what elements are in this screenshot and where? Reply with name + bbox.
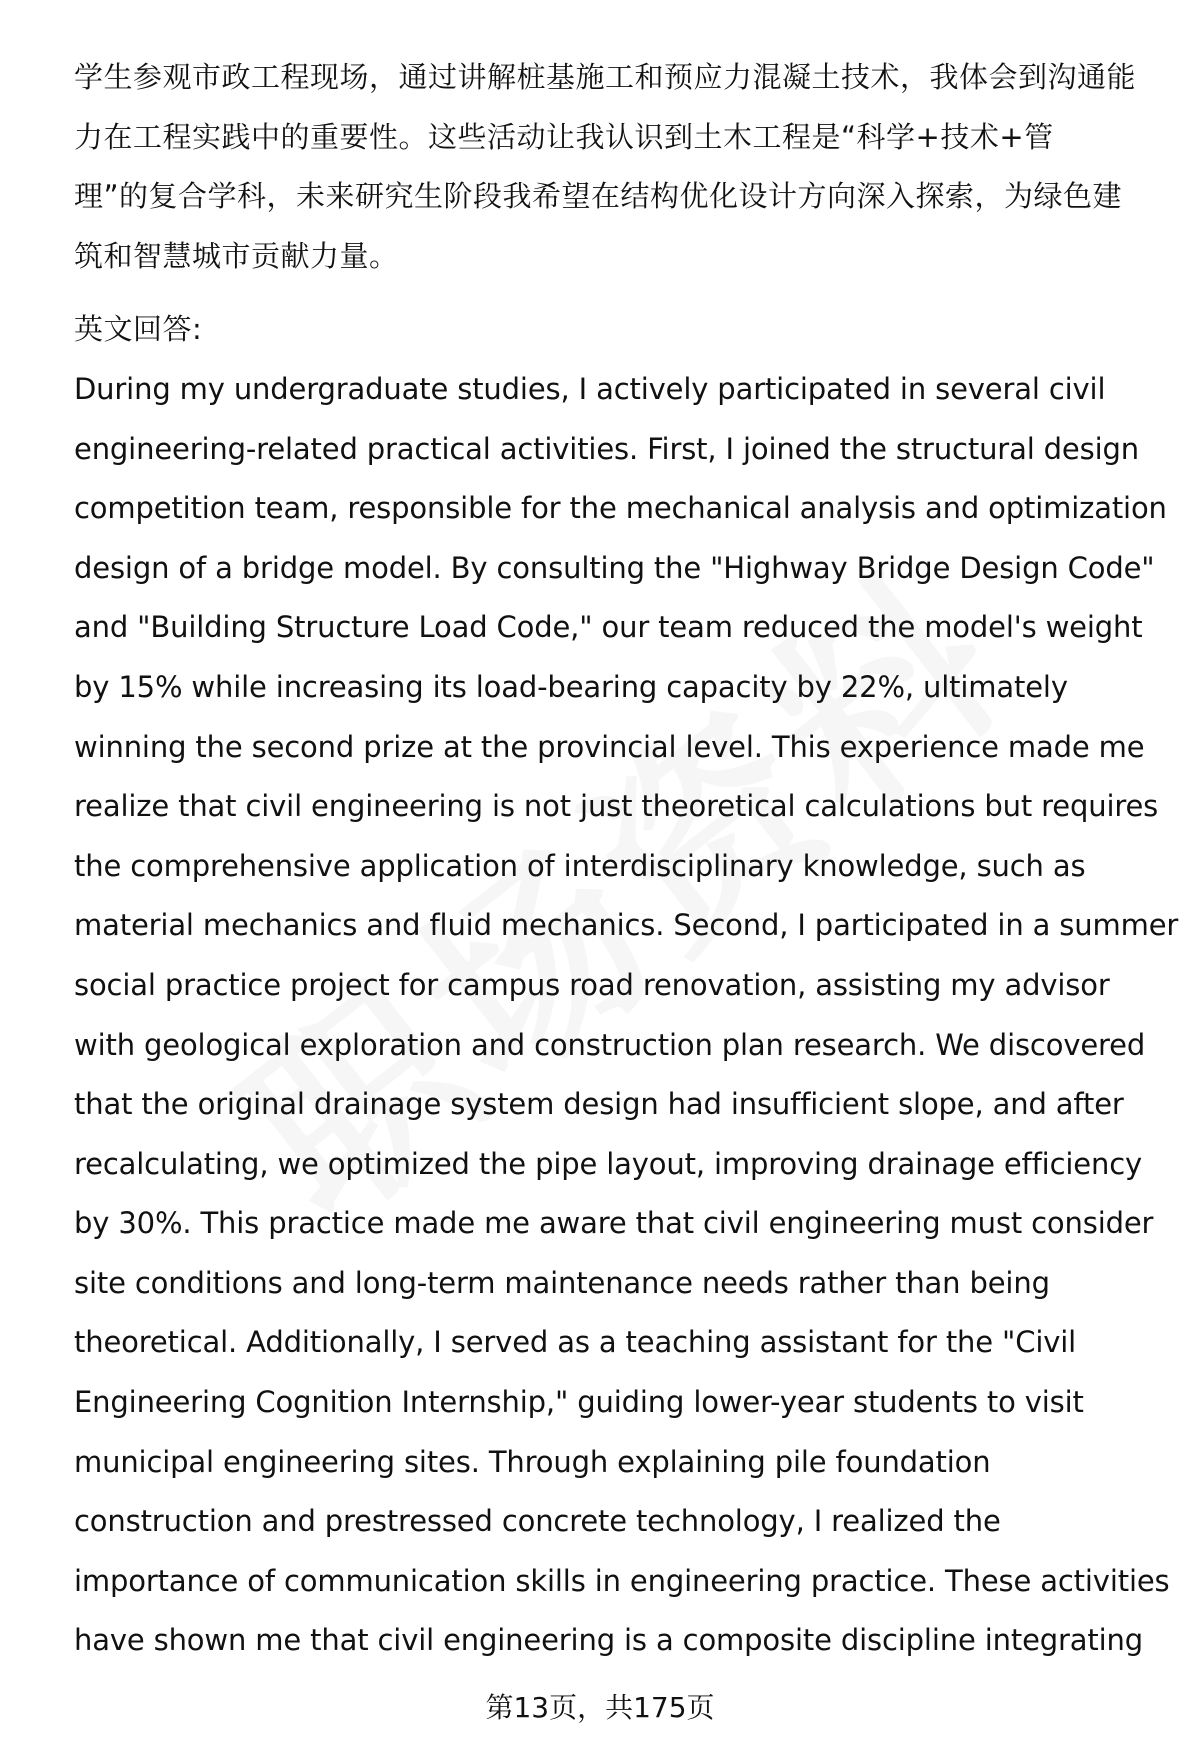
english-line: that the original drainage system design had insufficient slope, and after (74, 1087, 1124, 1122)
english-line: social practice project for campus road renovation, assisting my advisor (74, 967, 1110, 1002)
english-line: construction and prestressed concrete technology, I realized the (74, 1504, 1001, 1539)
chinese-line: 筑和智慧城市贡献力量。 (74, 238, 399, 273)
english-line: Engineering Cognition Internship," guiding lower-year students to visit (74, 1385, 1084, 1420)
english-line: the comprehensive application of interdisciplinary knowledge, such as (74, 848, 1086, 883)
page-footer: 第13页，共175页 (485, 1691, 715, 1724)
chinese-line: 学生参观市政工程现场，通过讲解桩基施工和预应力混凝土技术，我体会到沟通能 (74, 60, 1137, 94)
chinese-line: 理”的复合学科，未来研究生阶段我希望在结构优化设计方向深入探索，为绿色建 (74, 179, 1123, 214)
english-line: importance of communication skills in engineering practice. These activities (74, 1563, 1170, 1598)
chinese-line: 力在工程实践中的重要性。这些活动让我认识到土木工程是“科学+技术+管 (74, 119, 1054, 154)
english-line: winning the second prize at the provincial level. This experience made me (74, 729, 1145, 764)
english-answer-heading: 英文回答: (74, 312, 203, 347)
english-line: realize that civil engineering is not just theoretical calculations but requires (74, 789, 1159, 824)
english-line: with geological exploration and construction plan research. We discovered (74, 1027, 1146, 1062)
english-line: have shown me that civil engineering is a composite discipline integrating (74, 1623, 1144, 1658)
english-line: During my undergraduate studies, I actively participated in several civil (74, 371, 1106, 406)
english-line: and "Building Structure Load Code," our team reduced the model's weight (74, 610, 1143, 645)
english-line: engineering-related practical activities. First, I joined the structural design (74, 431, 1139, 466)
english-paragraph (74, 360, 1179, 1671)
english-line: theoretical. Additionally, I served as a teaching assistant for the "Civil (74, 1325, 1077, 1360)
english-line: by 15% while increasing its load-bearing capacity by 22%, ultimately (74, 669, 1068, 704)
english-line: competition team, responsible for the mechanical analysis and optimization (74, 491, 1167, 526)
english-line: by 30%. This practice made me aware that civil engineering must consider (74, 1206, 1154, 1241)
english-line: material mechanics and fluid mechanics. Second, I participated in a summer (74, 908, 1179, 943)
english-line: site conditions and long-term maintenance needs rather than being (74, 1265, 1050, 1300)
paragraph-gap (74, 286, 1164, 300)
chinese-paragraph (74, 48, 1164, 286)
page-content (74, 48, 1179, 1671)
english-line: design of a bridge model. By consulting the "Highway Bridge Design Code" (74, 550, 1155, 585)
english-line: recalculating, we optimized the pipe layout, improving drainage efficiency (74, 1146, 1143, 1181)
english-line: municipal engineering sites. Through explaining pile foundation (74, 1444, 991, 1479)
